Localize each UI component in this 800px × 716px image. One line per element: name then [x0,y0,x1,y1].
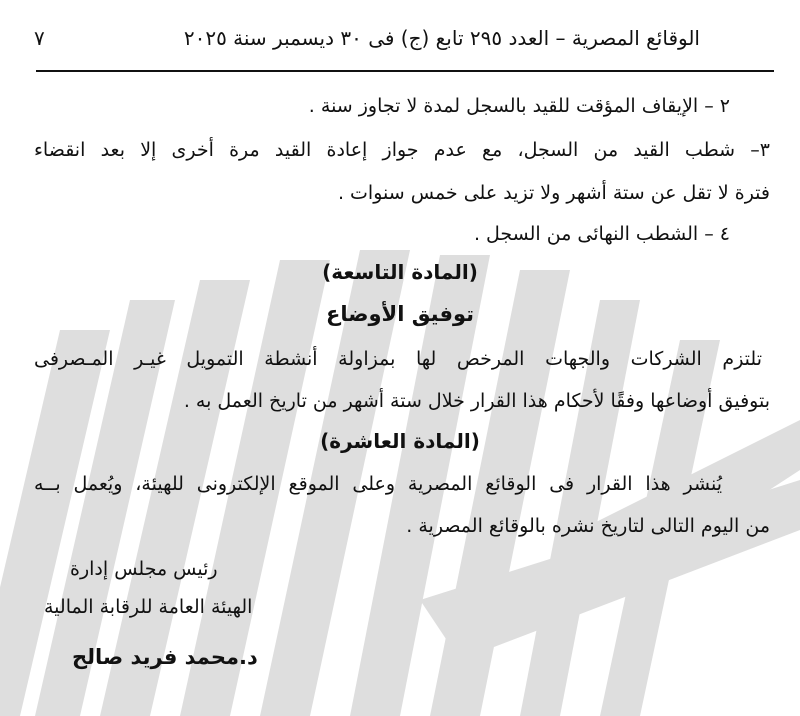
page-header-title: الوقائع المصرية – العدد ٢٩٥ تابع (ج) فى ٣٠ ديسمبر سنة ٢٠٢٥ [183,26,700,50]
article-title: توفيق الأوضاع [325,302,475,326]
article-heading: (المادة التاسعة) [322,260,478,284]
signature-organization: الهيئة العامة للرقابة المالية [44,596,253,618]
signature-title: رئيس مجلس إدارة [70,558,218,580]
list-item: ٤ – الشطب النهائى من السجل . [473,223,730,245]
signature-name: د.محمد فريد صالح [72,645,258,669]
list-item: ٢ – الإيقاف المؤقت للقيد بالسجل لمدة لا تجاوز سنة . [308,95,730,117]
paragraph-line: بتوفيق أوضاعها وفقًا لأحكام هذا القرار خلال ستة أشهر من تاريخ العمل به . [183,390,770,412]
paragraph-line: يُنشر هذا القرار فى الوقائع المصرية وعلى الموقع الإلكترونى للهيئة، ويُعمل بــه [34,473,722,495]
list-item: ٣– شطب القيد من السجل، مع عدم جواز إعادة القيد مرة أخرى إلا بعد انقضاء [34,139,770,161]
page-number: ٧ [34,26,45,50]
paragraph-line: من اليوم التالى لتاريخ نشره بالوقائع المصرية . [406,515,770,537]
paragraph-line: تلتزم الشركات والجهات المرخص لها بمزاولة أنشطة التمويل غيـر المـصرفى [34,348,762,370]
list-item: فترة لا تقل عن ستة أشهر ولا تزيد على خمس سنوات . [337,182,770,204]
header-divider [36,70,774,72]
article-heading: (المادة العاشرة) [320,429,480,453]
